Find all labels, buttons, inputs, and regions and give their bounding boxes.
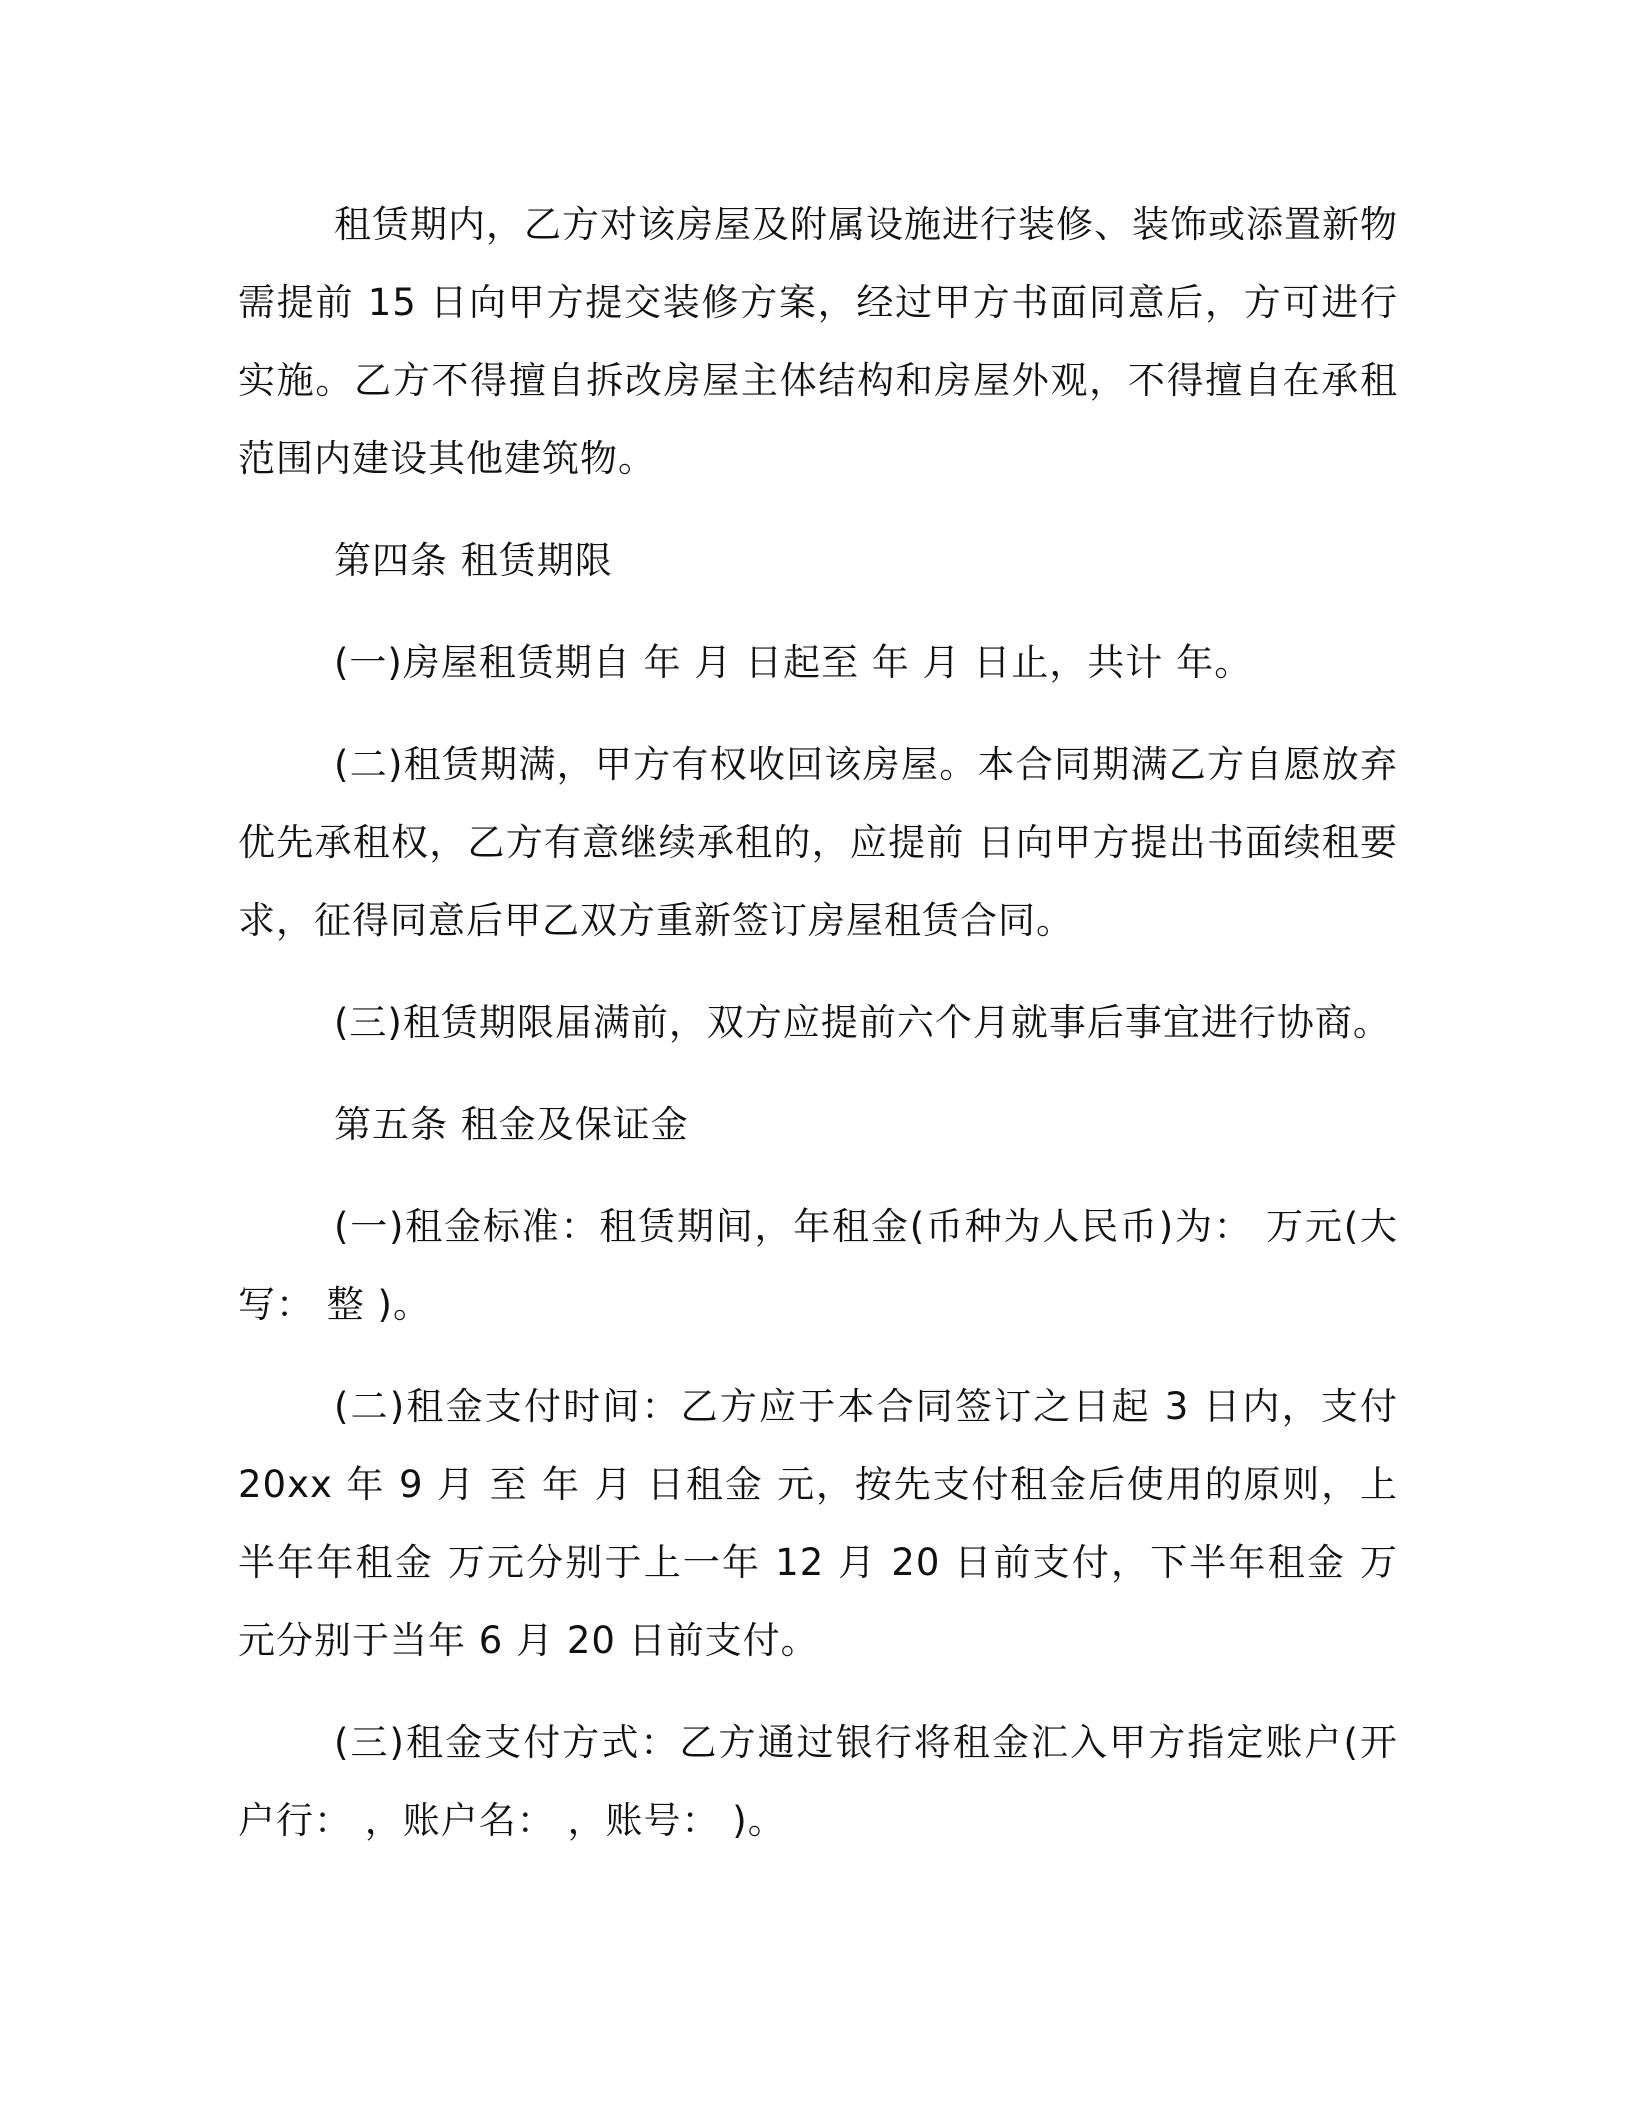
lease-term-clause-1: (一)房屋租赁期自 年 月 日起至 年 月 日止，共计 年。 bbox=[334, 641, 1253, 684]
rent-clause-1: (一)租金标准：租赁期间，年租金(币种为人民币)为： 万元(大写： 整 )。 bbox=[238, 1205, 1398, 1326]
rent-clause-3: (三)租金支付方式：乙方通过银行将租金汇入甲方指定账户(开户行： ，账户名： ，账号： )。 bbox=[238, 1721, 1398, 1842]
article-5-heading: 第五条 租金及保证金 bbox=[334, 1103, 689, 1146]
paragraph-renovation: 租赁期内，乙方对该房屋及附属设施进行装修、装饰或添置新物需提前 15 日向甲方提交装修方案，经过甲方书面同意后，方可进行实施。乙方不得擅自拆改房屋主体结构和房屋外观，不得擅自在承租范围内建设其他建筑物。 bbox=[238, 203, 1398, 480]
rent-clause-2: (二)租金支付时间：乙方应于本合同签订之日起 3 日内，支付 20xx 年 9 月 至 年 月 日租金 元，按先支付租金后使用的原则，上半年年租金 万元分别于上一年 12 月 20 日前支付，下半年租金 万元分别于当年 6 月 20 日前支付。 bbox=[238, 1385, 1398, 1662]
document-body bbox=[238, 186, 1398, 1860]
article-4-heading: 第四条 租赁期限 bbox=[334, 539, 613, 582]
lease-term-clause-3: (三)租赁期限届满前，双方应提前六个月就事后事宜进行协商。 bbox=[334, 1001, 1391, 1044]
lease-term-clause-2: (二)租赁期满，甲方有权收回该房屋。本合同期满乙方自愿放弃优先承租权，乙方有意继续承租的，应提前 日向甲方提出书面续租要求，征得同意后甲乙双方重新签订房屋租赁合同。 bbox=[238, 743, 1398, 942]
